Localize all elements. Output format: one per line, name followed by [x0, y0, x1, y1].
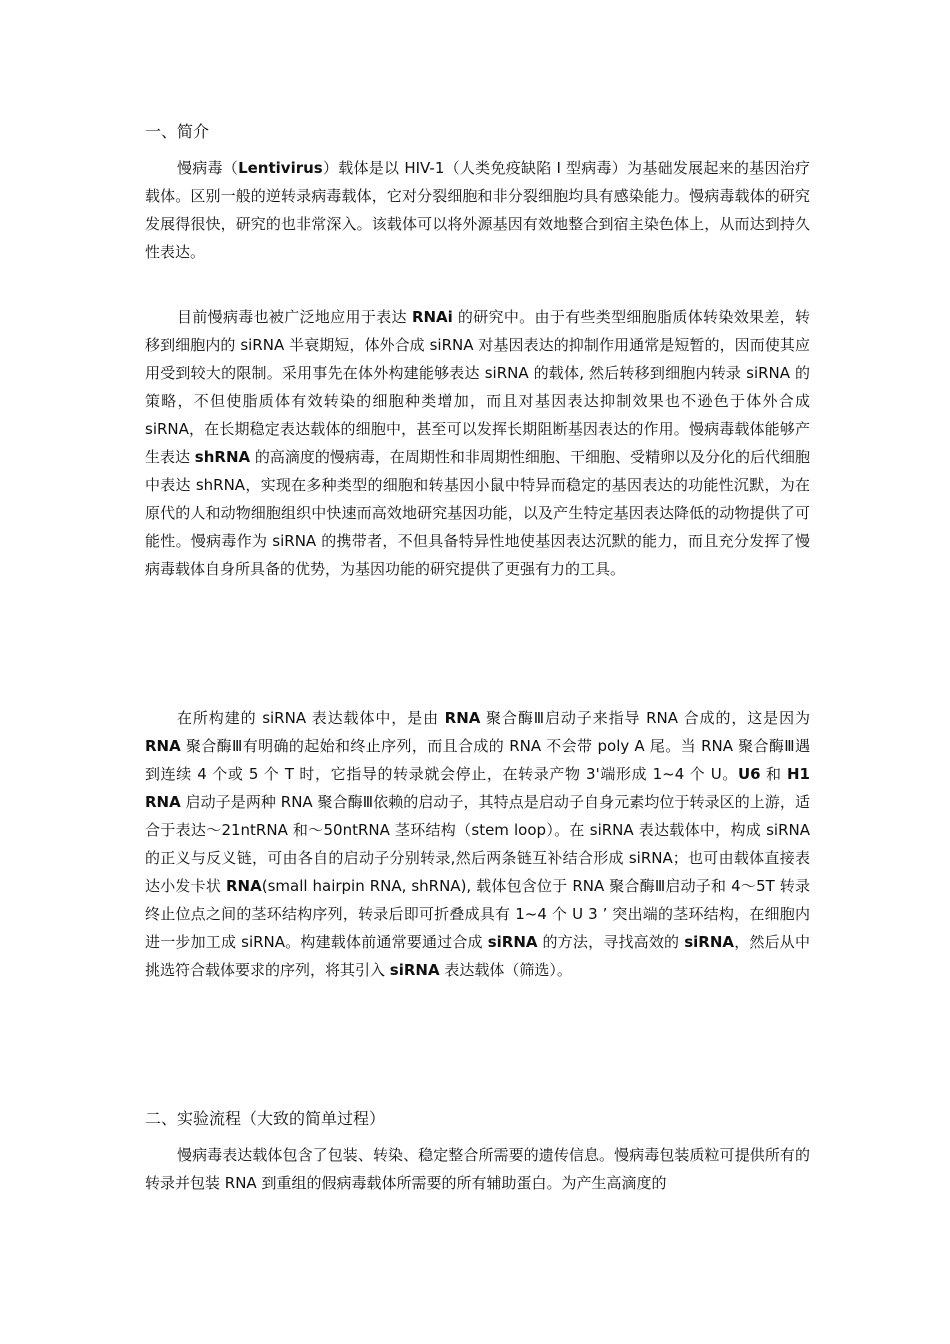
- text-run-bold: shRNA: [194, 448, 251, 466]
- text-run: ，然后从中挑选符合载体要求的序列，将其引入: [145, 933, 810, 979]
- section-heading-intro: 一、简介: [145, 122, 210, 141]
- text-run: 聚合酶Ⅲ启动子来指导 RNA 合成的，这是因为: [480, 709, 810, 727]
- text-run-bold: Lentivirus: [238, 159, 323, 177]
- text-run: ）载体是以 HIV-1（人类免疫缺陷 I 型病毒）为基础发展起来的基因治疗载体。区别一般的逆转录病毒载体，它对分裂细胞和非分裂细胞均具有感染能力。慢病毒载体的研究发展得很快，研究的也非常深入。该载体可以将外源基因有效地整合到宿主染色体上，从而达到持久性表达。: [145, 159, 810, 261]
- text-run: 聚合酶Ⅲ有明确的起始和终止序列，而且合成的 RNA 不会带 poly A 尾。当 RNA 聚合酶Ⅲ遇到连续 4 个或 5 个 T 时，它指导的转录就会停止，在转录产物 3'端形成 1~4 个 U。: [145, 737, 810, 783]
- text-run: 的方法，寻找高效的: [537, 933, 685, 951]
- text-run: (small hairpin RNA, shRNA), 载体包含位于 RNA 聚合酶Ⅲ启动子和 4～5T 转录终止位点之间的茎环结构序列，转录后即可折叠成具有 1~4 个 U 3 ’ 突出端的茎环结构，在细胞内进一步加工成 siRNA。构建载体前通常要通过合成: [145, 877, 810, 951]
- text-run-bold: RNAi: [411, 308, 453, 326]
- text-run-bold: siRNA: [684, 933, 734, 951]
- text-run-bold: RNA: [444, 709, 481, 727]
- text-run: 慢病毒表达载体包含了包装、转染、稳定整合所需要的遗传信息。慢病毒包装质粒可提供所有的转录并包装 RNA 到重组的假病毒载体所需要的所有辅助蛋白。为产生高滴度的: [145, 1146, 810, 1192]
- document-content: [145, 118, 810, 1197]
- text-run: 表达载体（筛选）。: [439, 961, 572, 979]
- text-run: 的研究中。由于有些类型细胞脂质体转染效果差，转移到细胞内的 siRNA 半衰期短，体外合成 siRNA 对基因表达的抑制作用通常是短暂的，因而使其应用受到较大的限制。采用事先在体外构建能够表达 siRNA 的载体, 然后转移到细胞内转录 siRNA 的策略，不但使脂质体有效转染的细胞种类增加，而且对基因表达抑制效果也不逊色于体外合成 siRNA，在长期稳定表达载体的细胞中，甚至可以发挥长期阻断基因表达的作用。慢病毒载体能够产生表达: [145, 308, 810, 466]
- text-run-bold: H1 RNA: [145, 765, 810, 811]
- text-run: 在所构建的 siRNA 表达载体中，是由: [177, 709, 445, 727]
- text-run-bold: RNA: [145, 737, 181, 755]
- paragraph-rnai-application: [145, 303, 810, 695]
- text-run-bold: RNA: [226, 877, 262, 895]
- section-heading-procedure: 二、实验流程（大致的简单过程）: [145, 1109, 386, 1128]
- text-run-bold: U6: [737, 765, 761, 783]
- paragraph-lentivirus-packaging: [145, 1141, 810, 1197]
- text-run-bold: siRNA: [389, 961, 440, 979]
- text-run: 慢病毒（: [177, 159, 239, 177]
- text-run: 启动子是两种 RNA 聚合酶Ⅲ依赖的启动子，其特点是启动子自身元素均位于转录区的上游，适合于表达～21ntRNA 和～50ntRNA 茎环结构（stem loop）。在 siRNA 表达载体中，构成 siRNA 的正义与反义链，可由各自的启动子分别转录,然后两条链互补结合形成 siRNA；也可由载体直接表达小发卡状: [145, 793, 810, 895]
- paragraph-lentivirus-intro: [145, 154, 810, 294]
- paragraph-sirna-expression-vector: [145, 704, 810, 1096]
- text-run: 的高滴度的慢病毒，在周期性和非周期性细胞、干细胞、受精卵以及分化的后代细胞中表达 shRNA，实现在多种类型的细胞和转基因小鼠中特异而稳定的基因表达的功能性沉默，为在原代的人和动物细胞组织中快速而高效地研究基因功能，以及产生特定基因表达降低的动物提供了可能性。慢病毒作为 siRNA 的携带者，不但具备特异性地使基因表达沉默的能力，而且充分发挥了慢病毒载体自身所具备的优势，为基因功能的研究提供了更强有力的工具。: [145, 448, 810, 578]
- text-run-bold: siRNA: [487, 933, 538, 951]
- text-run: 和: [760, 765, 787, 783]
- text-run: 目前慢病毒也被广泛地应用于表达: [177, 308, 412, 326]
